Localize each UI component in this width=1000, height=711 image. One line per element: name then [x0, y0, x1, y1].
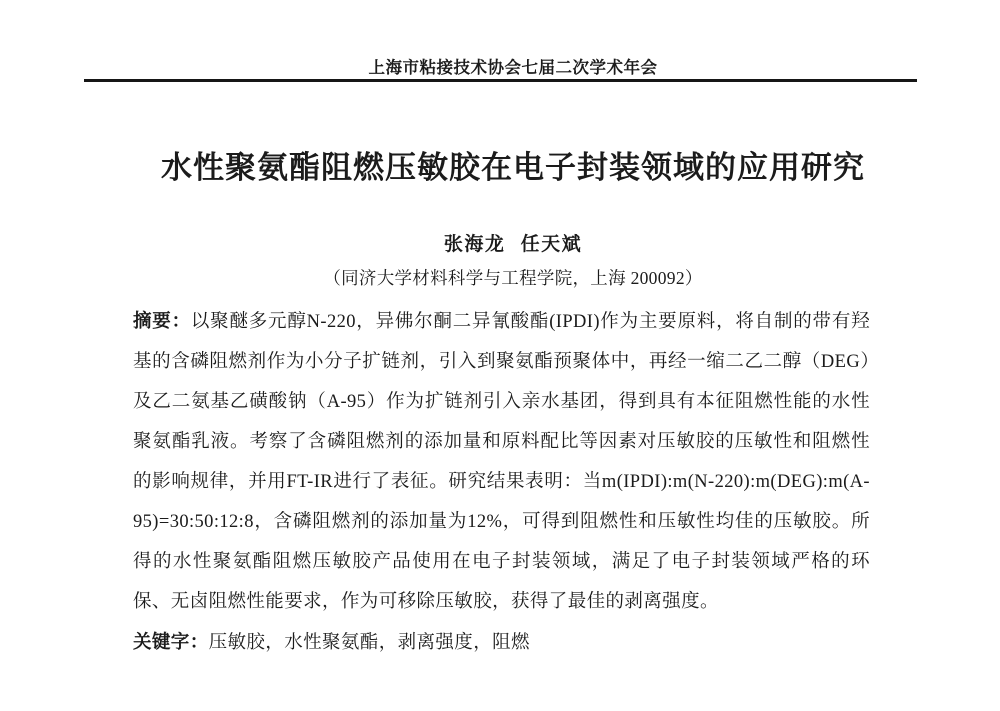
keywords-text: 压敏胶，水性聚氨酯，剥离强度，阻燃 [208, 633, 530, 653]
abstract-paragraph [133, 301, 870, 622]
abstract-label: 摘要： [133, 310, 191, 331]
paper-title: 水性聚氨酯阻燃压敏胶在电子封装领域的应用研究 [161, 150, 865, 185]
keywords-line [133, 622, 870, 663]
conference-header: 上海市粘接技术协会七届二次学术年会 [368, 59, 658, 77]
header-rule [84, 79, 917, 82]
keywords-label: 关键字： [133, 631, 209, 652]
authors: 张海龙 任天斌 [443, 234, 583, 255]
abstract-text: 以聚醚多元醇N-220，异佛尔酮二异氰酸酯(IPDI)作为主要原料，将自制的带有羟基的含磷阻燃剂作为小分子扩链剂，引入到聚氨酯预聚体中，再经一缩二乙二醇（DEG）及乙二氨基乙磺酸钠（A-95）作为扩链剂引入亲水基团，得到具有本征阻燃性能的水性聚氨酯乳液。考察了含磷阻燃剂的添加量和原料配比等因素对压敏胶的压敏性和阻燃性的影响规律，并用FT-IR进行了表征。研究结果表明：当m(IPDI):m(N-220):m(DEG):m(A-95)=30:50:12:8，含磷阻燃剂的添加量为12%，可得到阻燃性和压敏性均佳的压敏胶。所得的水性聚氨酯阻燃压敏胶产品使用在电子封装领域，满足了电子封装领域严格的环保、无卤阻燃性能要求，作为可移除压敏胶，获得了最佳的剥离强度。 [133, 312, 871, 612]
affiliation: （同济大学材料科学与工程学院，上海 200092） [323, 268, 703, 288]
abstract-section [133, 301, 870, 663]
